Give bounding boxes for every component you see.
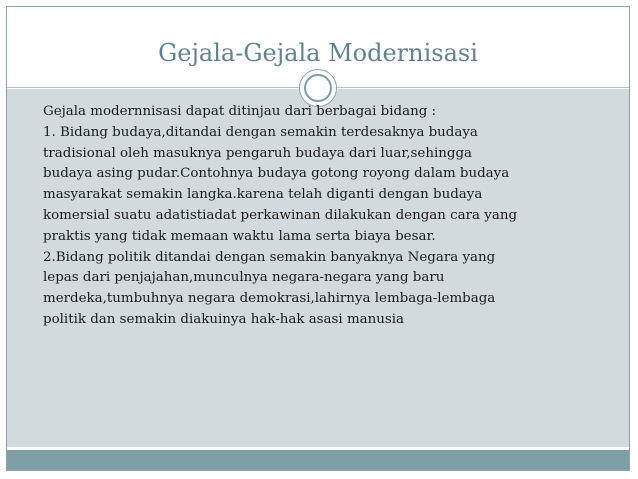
body-line: lepas dari penjajahan,munculnya negara-negara yang baru [43,270,445,286]
body-line: 1. Bidang budaya,ditandai dengan semakin terdesaknya budaya [43,124,478,140]
body-line: komersial suatu adatistiadat perkawinan dilakukan dengan cara yang [43,207,518,223]
body-line: 2.Bidang politik ditandai dengan semakin banyaknya Negara yang [43,249,496,265]
body-line: merdeka,tumbuhnya negara demokrasi,lahirnya lembaga-lembaga [43,291,496,307]
body-line: tradisional oleh masuknya pengaruh budaya dari luar,sehingga [43,145,473,161]
body-line: Gejala modernnisasi dapat ditinjau dari berbagai bidang : [43,104,437,119]
body-text [43,102,603,331]
footer-band [7,450,629,470]
body-line: politik dan semakin diakuinya hak-hak asasi manusia [43,311,405,327]
decorative-ring-icon [304,74,332,102]
body-line: praktis yang tidak memaan waktu lama serta biaya besar. [43,228,436,244]
body-line: masyarakat semakin langka.karena telah diganti dengan budaya [43,187,483,203]
slide-title: Gejala-Gejala Modernisasi [158,39,478,67]
body-line: budaya asing pudar.Contohnya budaya gotong royong dalam budaya [43,166,510,182]
